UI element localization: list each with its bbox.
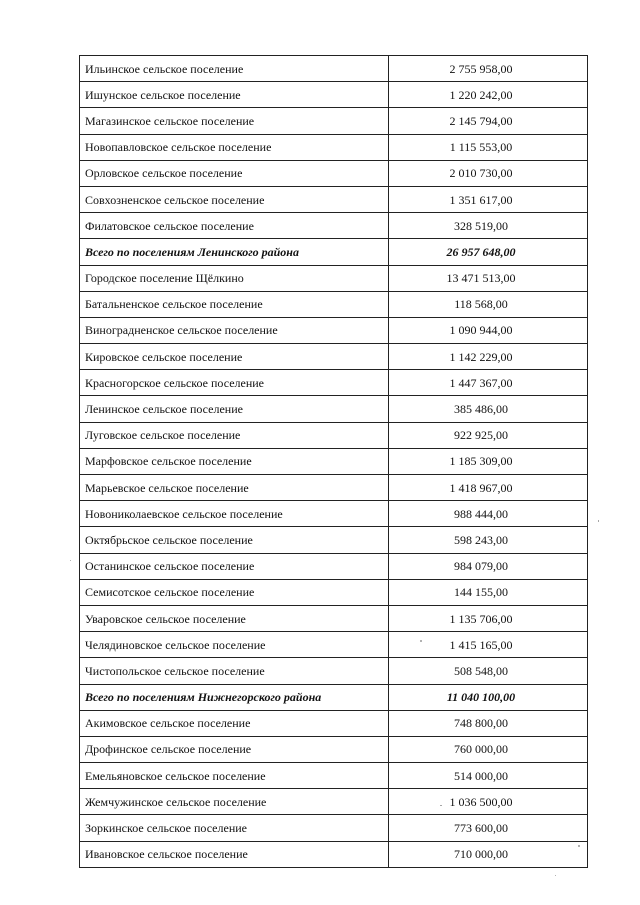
settlement-name-cell: Челядиновское сельское поселение <box>80 632 389 658</box>
scan-speck <box>440 805 442 806</box>
amount-cell: 710 000,00 <box>389 841 588 867</box>
table-row <box>80 291 588 317</box>
amount-cell: 2 145 794,00 <box>389 108 588 134</box>
table-row <box>80 501 588 527</box>
table-row <box>80 344 588 370</box>
table-row <box>80 317 588 343</box>
settlement-budget-table <box>79 55 588 868</box>
amount-cell: 1 115 553,00 <box>389 134 588 160</box>
settlement-name-cell: Чистопольское сельское поселение <box>80 658 389 684</box>
amount-cell: 2 755 958,00 <box>389 56 588 82</box>
amount-cell: 13 471 513,00 <box>389 265 588 291</box>
amount-cell: 1 185 309,00 <box>389 448 588 474</box>
table-row <box>80 213 588 239</box>
scan-speck <box>555 875 556 876</box>
table-row <box>80 265 588 291</box>
table-row <box>80 815 588 841</box>
settlement-name-cell: Батальненское сельское поселение <box>80 291 389 317</box>
settlement-name-cell: Всего по поселениям Ленинского района <box>80 239 389 265</box>
settlement-name-cell: Октябрьское сельское поселение <box>80 527 389 553</box>
amount-cell: 1 418 967,00 <box>389 475 588 501</box>
settlement-name-cell: Новопавловское сельское поселение <box>80 134 389 160</box>
amount-cell: 118 568,00 <box>389 291 588 317</box>
settlement-name-cell: Луговское сельское поселение <box>80 422 389 448</box>
amount-cell: 748 800,00 <box>389 710 588 736</box>
table-row <box>80 605 588 631</box>
amount-cell: 1 220 242,00 <box>389 82 588 108</box>
settlement-name-cell: Уваровское сельское поселение <box>80 605 389 631</box>
settlement-name-cell: Всего по поселениям Нижнегорского района <box>80 684 389 710</box>
amount-cell: 1 135 706,00 <box>389 605 588 631</box>
table-row <box>80 186 588 212</box>
amount-cell: 2 010 730,00 <box>389 160 588 186</box>
amount-cell: 1 036 500,00 <box>389 789 588 815</box>
settlement-name-cell: Красногорское сельское поселение <box>80 370 389 396</box>
settlement-name-cell: Жемчужинское сельское поселение <box>80 789 389 815</box>
settlement-name-cell: Марфовское сельское поселение <box>80 448 389 474</box>
table-row <box>80 422 588 448</box>
scan-speck <box>598 520 599 522</box>
table-row <box>80 579 588 605</box>
table-row <box>80 841 588 867</box>
settlement-name-cell: Новониколаевское сельское поселение <box>80 501 389 527</box>
settlement-name-cell: Ильинское сельское поселение <box>80 56 389 82</box>
amount-cell: 598 243,00 <box>389 527 588 553</box>
amount-cell: 11 040 100,00 <box>389 684 588 710</box>
table-row <box>80 370 588 396</box>
amount-cell: 988 444,00 <box>389 501 588 527</box>
table-total-row <box>80 684 588 710</box>
amount-cell: 773 600,00 <box>389 815 588 841</box>
amount-cell: 1 415 165,00 <box>389 632 588 658</box>
settlement-name-cell: Семисотское сельское поселение <box>80 579 389 605</box>
table-row <box>80 108 588 134</box>
settlement-name-cell: Филатовское сельское поселение <box>80 213 389 239</box>
settlement-name-cell: Ленинское сельское поселение <box>80 396 389 422</box>
table-row <box>80 710 588 736</box>
scan-speck <box>420 640 422 642</box>
table-row <box>80 56 588 82</box>
table-row <box>80 658 588 684</box>
amount-cell: 508 548,00 <box>389 658 588 684</box>
scan-speck <box>70 560 71 561</box>
amount-cell: 1 351 617,00 <box>389 186 588 212</box>
settlement-name-cell: Совхозненское сельское поселение <box>80 186 389 212</box>
amount-cell: 760 000,00 <box>389 736 588 762</box>
table-row <box>80 396 588 422</box>
settlement-name-cell: Дрофинское сельское поселение <box>80 736 389 762</box>
amount-cell: 984 079,00 <box>389 553 588 579</box>
amount-cell: 144 155,00 <box>389 579 588 605</box>
table-row <box>80 763 588 789</box>
amount-cell: 1 142 229,00 <box>389 344 588 370</box>
amount-cell: 26 957 648,00 <box>389 239 588 265</box>
settlement-name-cell: Кировское сельское поселение <box>80 344 389 370</box>
table-row <box>80 448 588 474</box>
amount-cell: 385 486,00 <box>389 396 588 422</box>
table-row <box>80 632 588 658</box>
amount-cell: 328 519,00 <box>389 213 588 239</box>
settlement-name-cell: Емельяновское сельское поселение <box>80 763 389 789</box>
table-row <box>80 736 588 762</box>
amount-cell: 1 090 944,00 <box>389 317 588 343</box>
settlement-name-cell: Зоркинское сельское поселение <box>80 815 389 841</box>
settlement-name-cell: Останинское сельское поселение <box>80 553 389 579</box>
table-total-row <box>80 239 588 265</box>
settlement-name-cell: Городское поселение Щёлкино <box>80 265 389 291</box>
settlement-name-cell: Виноградненское сельское поселение <box>80 317 389 343</box>
settlement-name-cell: Ишунское сельское поселение <box>80 82 389 108</box>
table-row <box>80 553 588 579</box>
settlement-name-cell: Магазинское сельское поселение <box>80 108 389 134</box>
amount-cell: 514 000,00 <box>389 763 588 789</box>
settlement-name-cell: Акимовское сельское поселение <box>80 710 389 736</box>
settlement-name-cell: Ивановское сельское поселение <box>80 841 389 867</box>
table-row <box>80 82 588 108</box>
table-row <box>80 160 588 186</box>
settlement-name-cell: Марьевское сельское поселение <box>80 475 389 501</box>
table-body <box>80 56 588 868</box>
table-row <box>80 134 588 160</box>
amount-cell: 1 447 367,00 <box>389 370 588 396</box>
table-row <box>80 527 588 553</box>
settlement-name-cell: Орловское сельское поселение <box>80 160 389 186</box>
scan-speck <box>578 845 580 847</box>
table-row <box>80 475 588 501</box>
table-row <box>80 789 588 815</box>
amount-cell: 922 925,00 <box>389 422 588 448</box>
